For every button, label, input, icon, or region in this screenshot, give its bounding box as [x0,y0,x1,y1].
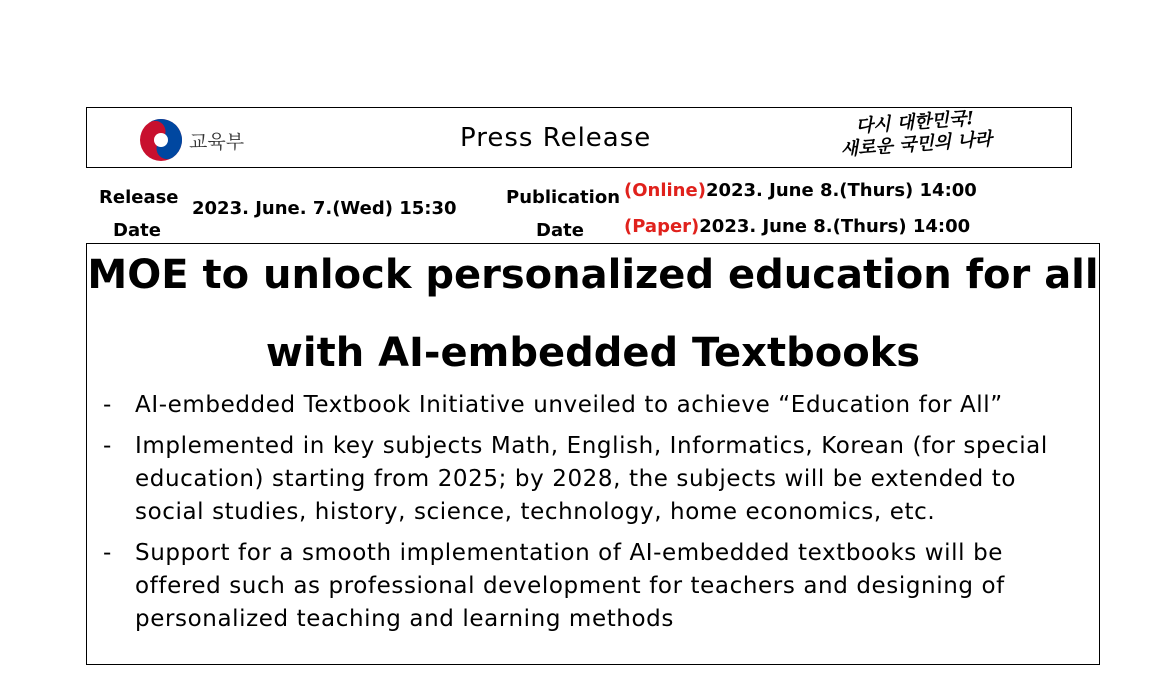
bullet-item [103,430,1093,529]
bullet-dash: - [103,433,112,459]
publication-label-line-1: Publication [506,187,621,208]
bullet-text: AI-embedded Textbook Initiative unveiled to achieve “Education for All” [135,392,1003,418]
release-date-value: 2023. June. 7.(Wed) 15:30 [192,198,457,219]
publication-date-label [506,181,621,247]
slogan-signature [799,104,1032,174]
release-label-line-1: Release [99,187,179,208]
headline-line-2: with AI-embedded Textbooks [265,330,921,376]
page-title: Press Release [460,123,652,153]
summary-bullets [103,389,1093,644]
paper-date: 2023. June 8.(Thurs) 14:00 [699,216,971,237]
bullet-item [103,537,1093,636]
ministry-logo [139,118,244,162]
release-date-label [99,181,179,247]
online-date: 2023. June 8.(Thurs) 14:00 [705,180,977,201]
publication-paper [624,216,970,237]
online-tag: (Online) [624,180,706,201]
bullet-item [103,389,1093,422]
headline-box [86,243,1100,665]
ministry-name: 교육부 [189,130,245,153]
bullet-text: Implemented in key subjects Math, English, Informatics, Korean (for special education) starting from 2025; by 2028, the subjects will be extended to social studies, history, science, technology, home economics, etc. [135,433,1048,525]
bullet-dash: - [103,392,112,418]
paper-tag: (Paper) [624,216,700,237]
slogan-line-2: 새로운 국민의 나라 [840,128,993,161]
slogan-line-1: 다시 대한민국! [855,107,975,138]
taegeuk-emblem-icon [139,118,183,162]
bullet-text: Support for a smooth implementation of AI-embedded textbooks will be offered such as professional development for teachers and designing of personalized teaching and learning methods [135,540,1005,632]
headline-line-1: MOE to unlock personalized education for all [87,252,1099,298]
publication-online [624,180,977,201]
bullet-dash: - [103,540,112,566]
release-label-line-2: Date [113,220,161,241]
press-release-header [86,107,1072,168]
publication-label-line-2: Date [536,220,584,241]
